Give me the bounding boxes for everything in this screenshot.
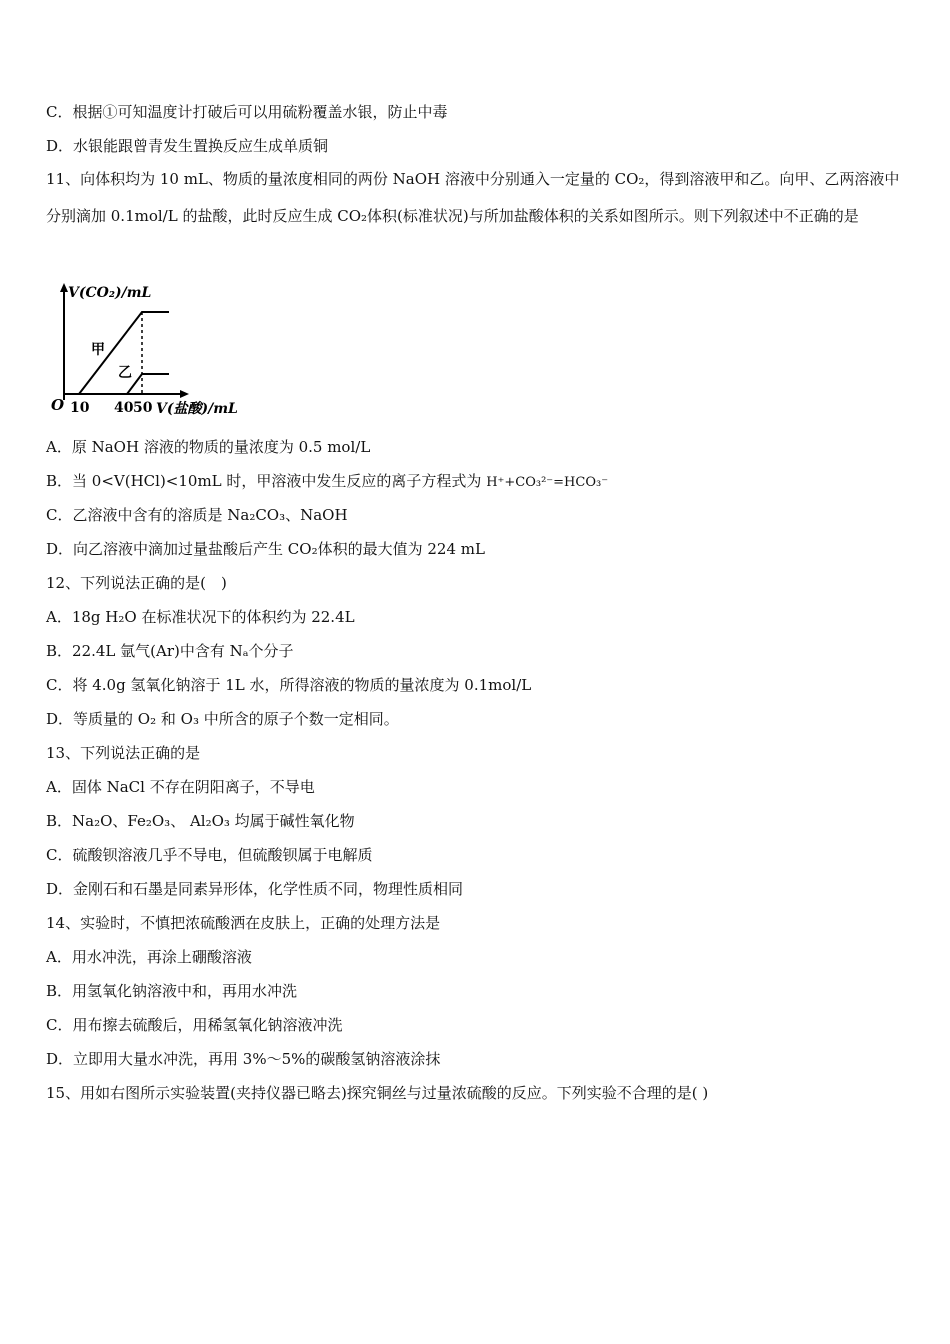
- q11-stem: 11、向体积均为 10 mL、物质的量浓度相同的两份 NaOH 溶液中分别通入一定量的 CO₂，得到溶液甲和乙。向甲、乙两溶液中分别滴加 0.1mol/L 的盐酸，此时反应生成 CO₂体积(标准状况)与所加盐酸体积的关系如图所示。则下列叙述中不正确的是: [46, 170, 900, 225]
- tick-50: 50: [133, 400, 153, 416]
- q13-option-d: D．金刚石和石墨是同素异形体，化学性质不同，物理性质相同: [46, 880, 464, 898]
- tick-10: 10: [70, 400, 90, 416]
- q10-option-c: C．根据①可知温度计打破后可以用硫粉覆盖水银，防止中毒: [46, 103, 448, 121]
- q11-option-c: C．乙溶液中含有的溶质是 Na₂CO₃、NaOH: [46, 506, 348, 524]
- curve-jia-label: 甲: [91, 342, 105, 358]
- q13-option-a: A．固体 NaCl 不存在阴阳离子，不导电: [46, 778, 315, 796]
- q11-option-b-text: B．当 0<V(HCl)<10mL 时，甲溶液中发生反应的离子方程式为: [46, 472, 487, 490]
- q12-stem: 12、下列说法正确的是( ): [46, 574, 227, 592]
- q14-option-b: B．用氢氧化钠溶液中和，再用水冲洗: [46, 982, 298, 1000]
- y-axis-arrow: [60, 283, 68, 292]
- q11-graph: [46, 282, 261, 422]
- q14-option-a: A．用水冲洗，再涂上硼酸溶液: [46, 948, 252, 966]
- x-axis-arrow: [180, 390, 189, 398]
- q12-option-b: B．22.4L 氩气(Ar)中含有 Nₐ个分子: [46, 642, 294, 660]
- q14-option-c: C．用布擦去硫酸后，用稀氢氧化钠溶液冲洗: [46, 1016, 343, 1034]
- tick-40: 40: [114, 400, 134, 416]
- q15-stem: 15、用如右图所示实验装置(夹持仪器已略去)探究铜丝与过量浓硫酸的反应。下列实验不合理的是( ): [46, 1084, 709, 1102]
- q12-option-c: C．将 4.0g 氢氧化钠溶于 1L 水，所得溶液的物质的量浓度为 0.1mol/L: [46, 676, 532, 694]
- q13-stem: 13、下列说法正确的是: [46, 744, 201, 762]
- q11-option-d: D．向乙溶液中滴加过量盐酸后产生 CO₂体积的最大值为 224 mL: [46, 540, 485, 558]
- q10-option-d: D．水银能跟曾青发生置换反应生成单质铜: [46, 137, 329, 155]
- q14-option-d: D．立即用大量水冲洗，再用 3%～5%的碳酸氢钠溶液涂抹: [46, 1050, 441, 1068]
- q12-option-a: A．18g H₂O 在标准状况下的体积约为 22.4L: [46, 608, 355, 626]
- y-axis-label: V(CO₂)/mL: [68, 285, 152, 301]
- curve-yi-label: 乙: [118, 365, 132, 381]
- q12-option-d: D．等质量的 O₂ 和 O₃ 中所含的原子个数一定相同。: [46, 710, 399, 728]
- q13-option-b: B．Na₂O、Fe₂O₃、 Al₂O₃ 均属于碱性氧化物: [46, 812, 355, 830]
- curve-yi-line: [127, 374, 169, 394]
- q11-option-b: [46, 471, 608, 493]
- q11-option-b-equation: H⁺+CO₃²⁻=HCO₃⁻: [486, 475, 609, 490]
- q11-option-a: A．原 NaOH 溶液的物质的量浓度为 0.5 mol/L: [46, 438, 371, 456]
- x-axis-label: V(盐酸)/mL: [156, 401, 238, 417]
- q13-option-c: C．硫酸钡溶液几乎不导电，但硫酸钡属于电解质: [46, 846, 373, 864]
- q14-stem: 14、实验时，不慎把浓硫酸洒在皮肤上，正确的处理方法是: [46, 914, 441, 932]
- origin-label: O: [51, 396, 65, 414]
